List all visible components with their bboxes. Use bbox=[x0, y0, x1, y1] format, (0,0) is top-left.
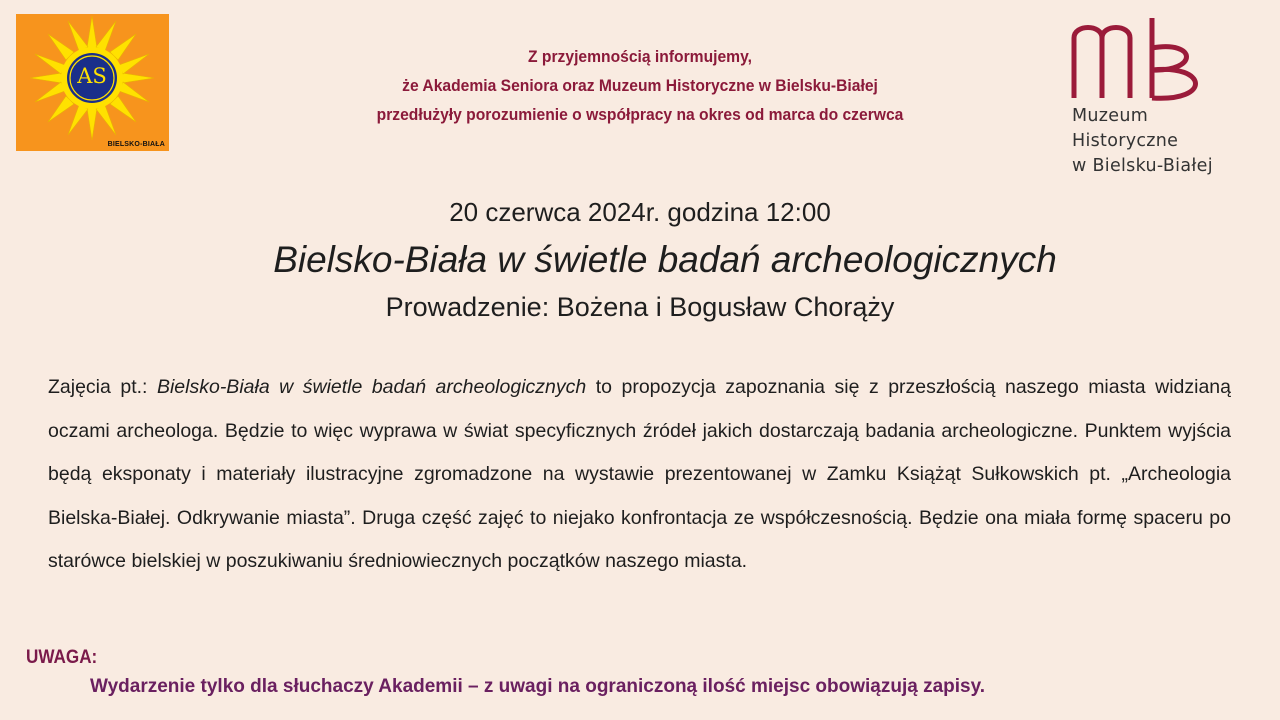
logo-city: BIELSKO-BIAŁA bbox=[107, 141, 165, 148]
museum-name-line-1: Muzeum bbox=[1072, 106, 1149, 126]
description-rest: to propozycja zapoznania się z przeszłością naszego miasta widzianą oczami archeologa. Będzie to więc wyprawa w świat specyficznych źródeł jakich dostarczają badania archeologiczne. Punktem wyjścia będą eksponaty i materiały ilustracyjne zgromadzone na wystawie prezentowanej w Zamku Książąt Sułkowskich pt. „Archeologia Bielska-Białej. Odkrywanie miasta”. Druga część zajęć to niejako konfrontacja ze współczesnością. Będzie ona miała formę spaceru po starówce bielskiej w poszukiwaniu średniowiecznych początków naszego miasta. bbox=[48, 376, 1231, 573]
event-date-text: 20 czerwca 2024r. godzina 12:00 bbox=[449, 197, 831, 227]
announcement-line-3: przedłużyły porozumienie o współpracy na okres od marca do czerwca bbox=[376, 105, 904, 124]
logo-initials: AS bbox=[77, 64, 107, 88]
description-lead: Zajęcia pt.: bbox=[48, 376, 157, 398]
notice-text: Wydarzenie tylko dla słuchaczy Akademii – z uwagi na ograniczoną ilość miejsc obowiązują zapisy. bbox=[90, 676, 986, 697]
mb-monogram-icon bbox=[1068, 16, 1228, 102]
description-title: Bielsko-Biała w świetle badań archeologicznych bbox=[156, 376, 587, 398]
announcement bbox=[290, 42, 989, 129]
akademia-seniora-logo bbox=[16, 14, 169, 151]
museum-name-line-3: w Bielsku-Białej bbox=[1072, 156, 1213, 176]
event-description bbox=[48, 366, 1231, 584]
notice-label: UWAGA: bbox=[26, 647, 98, 668]
announcement-line-1: Z przyjemnością informujemy, bbox=[528, 47, 752, 66]
museum-name bbox=[1072, 104, 1213, 179]
muzeum-historyczne-logo bbox=[1068, 16, 1238, 186]
event-date bbox=[0, 197, 1280, 228]
museum-name-line-2: Historyczne bbox=[1072, 131, 1179, 151]
event-title: Bielsko-Biała w świetle badań archeologicznych bbox=[273, 239, 1057, 280]
announcement-line-2: że Akademia Seniora oraz Muzeum Historyczne w Bielsku-Białej bbox=[402, 76, 878, 95]
event-host: Prowadzenie: Bożena i Bogusław Chorąży bbox=[385, 292, 895, 322]
